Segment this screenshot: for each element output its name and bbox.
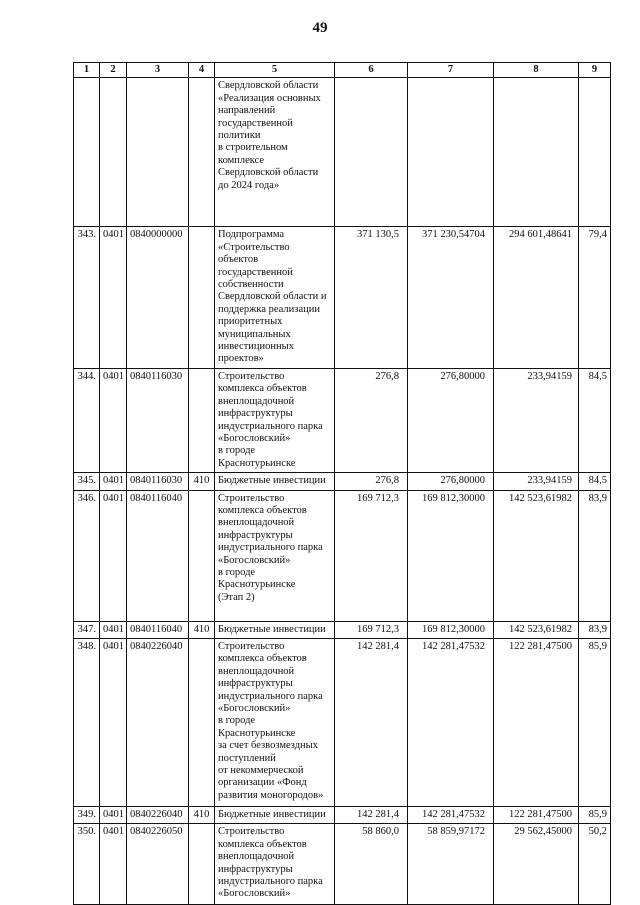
refined-amount: 169 812,30000 xyxy=(408,621,494,638)
execution-percent xyxy=(579,78,611,227)
expense-kind: 410 xyxy=(189,806,215,823)
row-number: 346. xyxy=(74,490,100,621)
col-header: 2 xyxy=(100,63,127,78)
table-row xyxy=(74,473,611,490)
refined-amount: 142 281,47532 xyxy=(408,806,494,823)
item-name: Строительство комплекса объектов внеплощадочной инфраструктуры индустриального парка «Богословский» в городе Краснотурьинске xyxy=(215,368,335,472)
item-name: Строительство комплекса объектов внеплощадочной инфраструктуры индустриального парка «Богословский» xyxy=(215,824,335,905)
col-header: 8 xyxy=(494,63,579,78)
executed-amount: 142 523,61982 xyxy=(494,621,579,638)
target-code: 0840116030 xyxy=(127,473,189,490)
execution-percent: 79,4 xyxy=(579,227,611,368)
budget-table xyxy=(73,62,611,905)
refined-amount: 371 230,54704 xyxy=(408,227,494,368)
executed-amount: 233,94159 xyxy=(494,473,579,490)
execution-percent: 83,9 xyxy=(579,621,611,638)
expense-kind: 410 xyxy=(189,473,215,490)
expense-kind xyxy=(189,368,215,472)
executed-amount: 29 562,45000 xyxy=(494,824,579,905)
target-code: 0840226050 xyxy=(127,824,189,905)
executed-amount: 122 281,47500 xyxy=(494,638,579,806)
planned-amount: 169 712,3 xyxy=(335,490,408,621)
target-code: 0840226040 xyxy=(127,638,189,806)
row-number: 344. xyxy=(74,368,100,472)
planned-amount: 276,8 xyxy=(335,473,408,490)
row-number: 348. xyxy=(74,638,100,806)
section-code: 0401 xyxy=(100,227,127,368)
executed-amount: 122 281,47500 xyxy=(494,806,579,823)
target-code xyxy=(127,78,189,227)
refined-amount: 276,80000 xyxy=(408,473,494,490)
col-header: 7 xyxy=(408,63,494,78)
section-code: 0401 xyxy=(100,621,127,638)
table-header-row xyxy=(74,63,611,78)
table-row xyxy=(74,621,611,638)
expense-kind xyxy=(189,638,215,806)
expense-kind xyxy=(189,490,215,621)
table-row xyxy=(74,368,611,472)
row-number: 350. xyxy=(74,824,100,905)
col-header: 5 xyxy=(215,63,335,78)
refined-amount: 169 812,30000 xyxy=(408,490,494,621)
row-number xyxy=(74,78,100,227)
table-row xyxy=(74,638,611,806)
execution-percent: 85,9 xyxy=(579,806,611,823)
section-code: 0401 xyxy=(100,490,127,621)
planned-amount: 58 860,0 xyxy=(335,824,408,905)
table-row xyxy=(74,490,611,621)
section-code: 0401 xyxy=(100,824,127,905)
execution-percent: 85,9 xyxy=(579,638,611,806)
row-number: 345. xyxy=(74,473,100,490)
table-row xyxy=(74,824,611,905)
refined-amount xyxy=(408,78,494,227)
execution-percent: 50,2 xyxy=(579,824,611,905)
execution-percent: 84,5 xyxy=(579,473,611,490)
item-name: Бюджетные инвестиции xyxy=(215,806,335,823)
refined-amount: 276,80000 xyxy=(408,368,494,472)
refined-amount: 142 281,47532 xyxy=(408,638,494,806)
target-code: 0840116040 xyxy=(127,621,189,638)
row-number: 347. xyxy=(74,621,100,638)
expense-kind xyxy=(189,227,215,368)
planned-amount xyxy=(335,78,408,227)
expense-kind: 410 xyxy=(189,621,215,638)
target-code: 0840116040 xyxy=(127,490,189,621)
table-row xyxy=(74,806,611,823)
row-number: 349. xyxy=(74,806,100,823)
table-row xyxy=(74,227,611,368)
target-code: 0840226040 xyxy=(127,806,189,823)
execution-percent: 84,5 xyxy=(579,368,611,472)
item-name: Свердловской области «Реализация основных направлений государственной политики в строительном комплексе Свердловской области до 2024 года» xyxy=(215,78,335,227)
col-header: 6 xyxy=(335,63,408,78)
item-name: Строительство комплекса объектов внеплощадочной инфраструктуры индустриального парка «Богословский» в городе Краснотурьинске за счет безвозмездных поступлений от некоммерческой организации «Фонд развития моногородов» xyxy=(215,638,335,806)
target-code: 0840000000 xyxy=(127,227,189,368)
col-header: 4 xyxy=(189,63,215,78)
item-name: Бюджетные инвестиции xyxy=(215,621,335,638)
item-name: Строительство комплекса объектов внеплощадочной инфраструктуры индустриального парка «Богословский» в городе Краснотурьинске (Этап 2) xyxy=(215,490,335,621)
planned-amount: 371 130,5 xyxy=(335,227,408,368)
planned-amount: 142 281,4 xyxy=(335,638,408,806)
item-name: Бюджетные инвестиции xyxy=(215,473,335,490)
item-name: Подпрограмма «Строительство объектов государственной собственности Свердловской области и поддержка реализации приоритетных муниципальных инвестиционных проектов» xyxy=(215,227,335,368)
table-row xyxy=(74,78,611,227)
executed-amount xyxy=(494,78,579,227)
col-header: 3 xyxy=(127,63,189,78)
planned-amount: 142 281,4 xyxy=(335,806,408,823)
section-code: 0401 xyxy=(100,473,127,490)
executed-amount: 142 523,61982 xyxy=(494,490,579,621)
row-number: 343. xyxy=(74,227,100,368)
expense-kind xyxy=(189,824,215,905)
planned-amount: 276,8 xyxy=(335,368,408,472)
section-code xyxy=(100,78,127,227)
section-code: 0401 xyxy=(100,638,127,806)
col-header: 9 xyxy=(579,63,611,78)
section-code: 0401 xyxy=(100,806,127,823)
section-code: 0401 xyxy=(100,368,127,472)
planned-amount: 169 712,3 xyxy=(335,621,408,638)
execution-percent: 83,9 xyxy=(579,490,611,621)
executed-amount: 233,94159 xyxy=(494,368,579,472)
col-header: 1 xyxy=(74,63,100,78)
expense-kind xyxy=(189,78,215,227)
target-code: 0840116030 xyxy=(127,368,189,472)
page-number: 49 xyxy=(312,20,328,36)
refined-amount: 58 859,97172 xyxy=(408,824,494,905)
executed-amount: 294 601,48641 xyxy=(494,227,579,368)
